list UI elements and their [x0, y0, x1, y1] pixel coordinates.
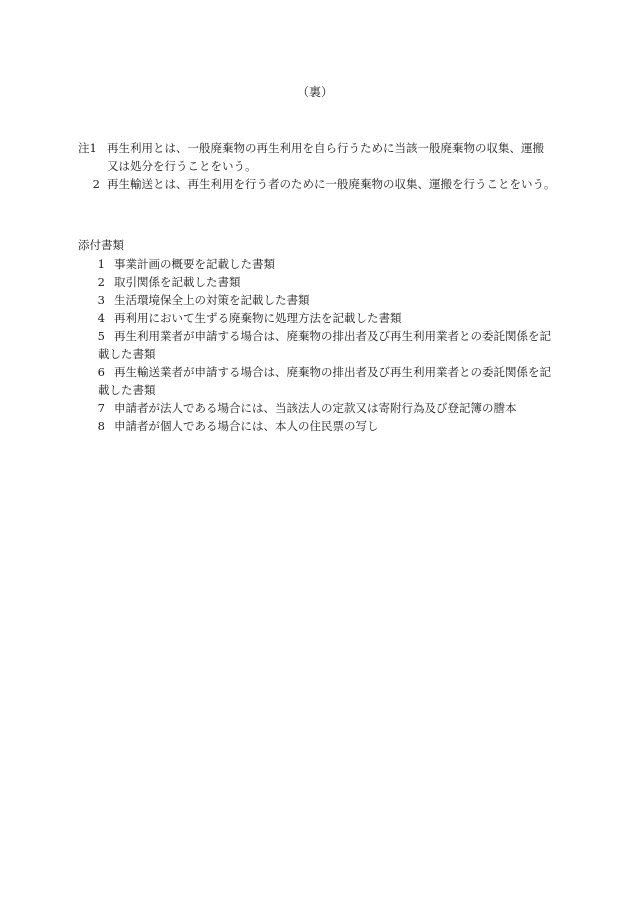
attachment-text: 事業計画の概要を記載した書類 — [114, 257, 275, 271]
attachment-number: 8 — [97, 419, 105, 433]
attachment-number: 3 — [97, 293, 105, 307]
note-text-continuation: 又は処分を行うことをいう。 — [107, 159, 257, 173]
attachment-number: 7 — [97, 401, 105, 415]
attachment-number: 4 — [97, 311, 105, 325]
note-text: 再生輸送とは、再生利用を行う者のために一般廃棄物の収集、運搬を行うことをいう。 — [107, 177, 556, 191]
attachment-text: 申請者が法人である場合には、当該法人の定款又は寄附行為及び登記簿の謄本 — [114, 401, 517, 415]
attachment-text: 申請者が個人である場合には、本人の住民票の写し — [114, 419, 379, 433]
attachment-item — [78, 399, 578, 417]
attachment-text: 生活環境保全上の対策を記載した書類 — [114, 293, 310, 307]
attachment-text-continuation: 載した書類 — [98, 383, 156, 397]
attachments-heading: 添付書類 — [78, 238, 124, 252]
attachment-item — [78, 309, 578, 327]
attachment-number: 6 — [97, 365, 105, 379]
attachment-text: 再生輸送業者が申請する場合は、廃棄物の排出者及び再生利用業者との委託関係を記 — [114, 365, 551, 379]
note-marker: 2 — [92, 177, 100, 191]
attachment-number: 2 — [97, 275, 105, 289]
attachment-text: 再生利用業者が申請する場合は、廃棄物の排出者及び再生利用業者との委託関係を記 — [114, 329, 551, 343]
attachment-number: 5 — [97, 329, 105, 343]
attachment-item — [78, 255, 578, 273]
attachment-item — [78, 273, 578, 291]
attachment-number: 1 — [97, 257, 105, 271]
attachment-item — [78, 417, 578, 435]
note-marker: 注1 — [78, 141, 97, 155]
attachment-text: 取引関係を記載した書類 — [114, 275, 241, 289]
notes-section — [78, 139, 578, 193]
attachments-section — [78, 236, 578, 435]
attachment-item — [78, 291, 578, 309]
attachment-text-continuation: 載した書類 — [98, 347, 156, 361]
attachment-text: 再利用において生ずる廃棄物に処理方法を記載した書類 — [114, 311, 402, 325]
note-text: 再生利用とは、一般廃棄物の再生利用を自ら行うために当該一般廃棄物の収集、運搬 — [107, 141, 544, 155]
note-item — [78, 175, 578, 193]
attachment-item — [78, 327, 578, 363]
note-item — [78, 139, 578, 175]
page-title: （裏） — [296, 85, 333, 99]
attachment-item — [78, 363, 578, 399]
